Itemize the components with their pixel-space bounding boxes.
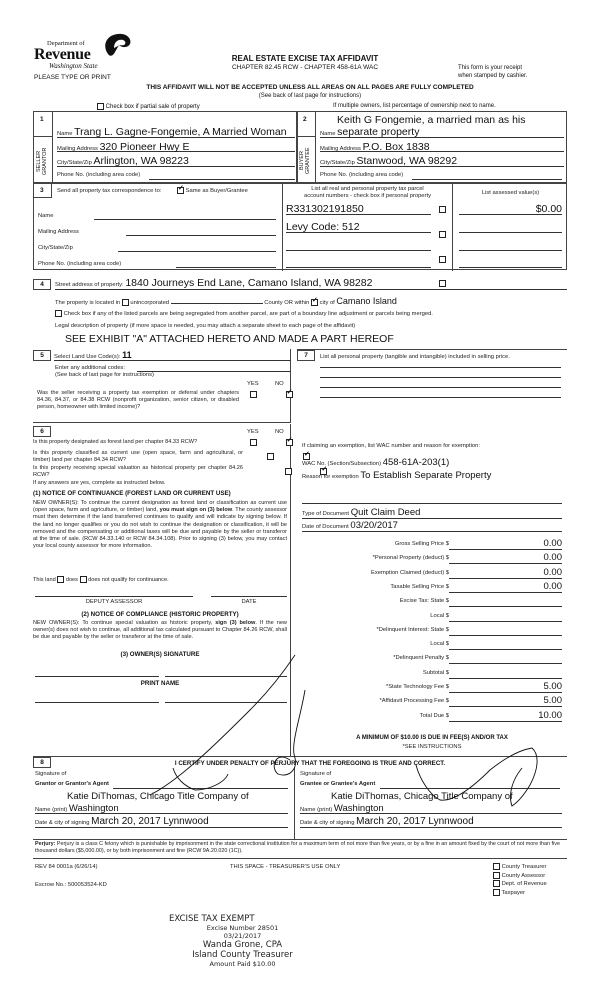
seller-name-label: Name <box>57 131 73 137</box>
correspondence-phone-field[interactable] <box>176 260 276 268</box>
see-back-note: (See back of last page for instructions) <box>258 93 362 99</box>
section-1-number: 1 <box>40 116 44 123</box>
amount-label: Exemption Claimed (deduct) $ <box>371 569 449 576</box>
doc-date-label: Date of Document <box>302 524 349 530</box>
amount-row <box>297 567 567 579</box>
grantor-name-label: Name (print) <box>35 807 68 813</box>
personal-property-line[interactable] <box>320 387 561 388</box>
city-of-label: city of <box>319 300 335 306</box>
stamp-treasurer-title: Island County Treasurer <box>192 950 293 960</box>
county-field[interactable] <box>171 297 263 304</box>
forest-land-yes-checkbox[interactable] <box>250 439 257 446</box>
grantee-agent-label: Grantee or Grantee's Agent <box>300 781 376 787</box>
amount-field[interactable] <box>449 667 562 679</box>
section-4-number: 4 <box>33 279 51 290</box>
assessed-value-field[interactable]: $0.00 <box>459 203 562 215</box>
reason-row <box>302 470 491 481</box>
assessed-value-field[interactable] <box>459 239 562 251</box>
notice-continuance-text: NEW OWNER(S): To continue the current designation as forest land or classification as current use (open space, farm and agriculture, or timber) land, you must sign on (3) below. The county assessor must then determine if the land transferred continues to qualify and will indicate by signing below. If the land no longer qualifies or you do not wish to continue the designation or classification, it will be removed and the compensating or additional taxes will be due and payable by the seller or transferor at the time of sale. (RCW 84.33.140 or RCW 84.34.108). Prior to signing (3) below, you may contact your local county assessor for more information. <box>33 500 287 550</box>
amount-row <box>297 652 567 664</box>
amount-field[interactable] <box>449 595 562 607</box>
parcel-number-field[interactable]: Levy Code: 512 <box>286 221 431 233</box>
grantor-date-label: Date & city of signing <box>35 820 90 826</box>
no-header: NO <box>275 429 284 435</box>
parcel-number-field[interactable] <box>286 256 431 268</box>
personal-property-checkbox[interactable] <box>439 256 446 263</box>
section-7-number: 7 <box>297 350 315 361</box>
buyer-address-field[interactable]: P.O. Box 1838 <box>362 141 430 153</box>
seller-address-label: Mailing Address <box>57 146 98 152</box>
notice-continuance-title: (1) NOTICE OF CONTINUANCE (FOREST LAND OR CURRENT USE) <box>33 490 231 497</box>
escrow-number: Escrow No.: 500053524-KD <box>35 882 107 888</box>
stamp-amount-paid: Amount Paid $10.00 <box>209 960 276 968</box>
doc-type-label: Type of Document <box>302 511 350 517</box>
partial-sale-option[interactable] <box>97 103 200 110</box>
amount-label: Total Due $ <box>419 712 449 719</box>
street-address-row <box>55 277 567 290</box>
yes-header: YES <box>247 429 259 435</box>
copy-dept-revenue[interactable]: Dept. of Revenue <box>493 880 547 889</box>
amount-row <box>297 610 567 622</box>
additional-codes-field[interactable] <box>137 364 291 372</box>
personal-property-line[interactable] <box>320 377 561 378</box>
amount-label: Local $ <box>430 612 449 619</box>
exemption-claim-label: If claiming an exemption, list WAC number and reason for exemption: <box>302 443 480 449</box>
grantee-name-line1[interactable]: Katie DiThomas, Chicago Title Company of <box>331 791 513 802</box>
partial-sale-checkbox[interactable] <box>97 103 104 110</box>
county-treasurer-checkbox[interactable] <box>493 863 500 870</box>
amount-field[interactable] <box>449 624 562 636</box>
land-use-label: Select Land Use Code(s): <box>54 354 121 360</box>
parcel-header: List all real and personal property tax parcel account numbers - check box if personal property <box>304 186 431 199</box>
amount-label: Gross Selling Price $ <box>394 541 449 547</box>
amount-label: *Delinquent Penalty $ <box>393 655 449 662</box>
correspondence-city-label: City/State/Zip <box>38 245 73 251</box>
seller-grantor-label: SELLER GRANTOR <box>36 147 48 175</box>
yes-header: YES <box>247 381 259 387</box>
same-as-buyer-checkbox[interactable] <box>177 187 184 194</box>
parcel-number-field[interactable]: R331302191850 <box>286 203 431 215</box>
amount-row <box>297 538 567 550</box>
segregated-checkbox[interactable] <box>55 310 62 317</box>
section-2-number: 2 <box>303 116 307 123</box>
taxpayer-checkbox[interactable] <box>493 889 500 896</box>
notice-compliance-title: (2) NOTICE OF COMPLIANCE (HISTORIC PROPERTY) <box>81 611 239 618</box>
amount-field[interactable] <box>449 652 562 664</box>
wa-dor-emblem-icon <box>100 32 134 58</box>
minimum-due-note: A MINIMUM OF $10.00 IS DUE IN FEE(S) AND/OR TAX <box>356 735 508 741</box>
seller-city-label: City/State/Zip <box>57 160 92 166</box>
personal-property-checkbox[interactable] <box>439 206 446 213</box>
unincorporated-checkbox[interactable] <box>122 299 129 306</box>
date-label: DATE <box>241 599 257 605</box>
if-yes-note: If any answers are yes, complete as instructed below. <box>33 480 166 486</box>
notice-compliance-text: NEW OWNER(S): To continue special valuation as historic property, sign (3) below. If the new owner(s) does not wish to continue, all additional tax calculated pursuant to Chapter 84.26 RCW, shall be due and payable by the seller or transferor at the time of sale. <box>33 620 287 641</box>
street-address-field[interactable]: 1840 Journeys End Lane, Camano Island, WA 98282 <box>125 277 373 289</box>
segregated-option[interactable] <box>55 310 433 317</box>
doc-type-field[interactable]: Quit Claim Deed <box>350 507 421 518</box>
perjury-certification: I CERTIFY UNDER PENALTY OF PERJURY THAT THE FOREGOING IS TRUE AND CORRECT. <box>174 760 446 767</box>
wac-label: WAC No. (Section/Subsection) <box>302 461 382 467</box>
personal-property-label: List all personal property (tangible and intangible) included in selling price. <box>320 354 510 360</box>
section-5-number: 5 <box>33 350 51 361</box>
county-or-within-label: County OR within <box>264 300 310 306</box>
parcel-number-field[interactable] <box>286 239 431 251</box>
amount-row <box>297 552 567 564</box>
amount-field[interactable]: 5.00 <box>449 681 562 693</box>
grantor-name-row <box>35 803 288 814</box>
buyer-name-field[interactable]: separate property <box>337 126 420 138</box>
amount-label: *State Technology Fee $ <box>385 684 449 690</box>
correspondence-address-label: Mailing Address <box>38 229 79 235</box>
reason-field[interactable]: To Establish Separate Property <box>360 470 492 481</box>
copy-taxpayer[interactable]: Taxpayer <box>493 889 547 898</box>
perjury-notice: Perjury: Perjury is a class C felony which is punishable by imprisonment in the state correctional institution for a maximum term of not more than five years, or by a fine in an amount fixed by the court of not more than five thousand dollars ($5,000.00), or by both imprisonment and fine (RCW 9A.20.020 (1C)). <box>35 841 560 854</box>
located-in-label: The property is located in <box>55 300 121 306</box>
copy-county-treasurer[interactable]: County Treasurer <box>493 863 547 872</box>
current-use-question: Is this property classified as current use (open space, farm and agricultural, or timber) land per chapter 84.34 RCW? <box>33 450 243 464</box>
section-3-tax-correspondence <box>33 183 567 270</box>
signature-scribble-left <box>150 650 310 800</box>
form-subtitle: CHAPTER 82.45 RCW - CHAPTER 458-61A WAC <box>231 64 379 71</box>
print-name-label: PRINT NAME <box>140 680 180 687</box>
legal-description-label: Legal description of property (if more space is needed, you may attach a separate sheet to each page of the affidavit) <box>55 323 356 329</box>
doc-date-row <box>302 520 562 532</box>
city-of-checkbox[interactable] <box>311 299 318 306</box>
wac-row <box>302 457 449 468</box>
county-assessor-checkbox[interactable] <box>493 872 500 879</box>
property-location-row <box>55 296 567 306</box>
signature-scribble-right <box>400 740 540 810</box>
send-correspondence-label: Send all property tax correspondence to: <box>57 188 162 194</box>
does-qualify-checkbox[interactable] <box>57 576 64 583</box>
buyer-phone-field[interactable] <box>412 172 562 180</box>
personal-property-line[interactable] <box>320 397 561 398</box>
grantee-name-label: Name (print) <box>300 807 333 813</box>
section-5-land-use <box>33 349 291 423</box>
form-revision: REV 84 0001a (6/26/14) <box>35 864 98 870</box>
grantee-date-label: Date & city of signing <box>300 820 355 826</box>
amount-label: Taxable Selling Price $ <box>390 583 449 590</box>
multiple-owners-note: If multiple owners, list percentage of ownership next to name. <box>333 103 496 109</box>
amount-field[interactable]: 0.00 <box>449 567 562 579</box>
see-instructions-note: *SEE INSTRUCTIONS <box>402 744 462 750</box>
forest-land-no-checkbox[interactable] <box>286 439 293 446</box>
amount-field[interactable]: 0.00 <box>449 552 562 564</box>
copy-distribution-list <box>493 863 547 897</box>
same-as-buyer-label: Same as Buyer/Grantee <box>185 188 248 195</box>
seller-phone-field[interactable] <box>149 172 295 180</box>
current-use-yes-checkbox[interactable] <box>267 453 274 460</box>
seller-name-field[interactable]: Trang L. Gagne-Fongemie, A Married Woman <box>74 126 287 138</box>
land-use-field[interactable]: 11 <box>122 350 132 360</box>
correspondence-name-field[interactable] <box>94 212 276 220</box>
section-2-buyer <box>296 111 567 183</box>
amount-row <box>297 638 567 650</box>
buyer-city-field[interactable]: Stanwood, WA 98292 <box>356 155 458 167</box>
doc-type-row <box>302 507 562 519</box>
form-title: REAL ESTATE EXCISE TAX AFFIDAVIT <box>231 54 379 63</box>
amount-field[interactable]: 0.00 <box>449 581 562 593</box>
forest-land-question: Is this property designated as forest land per chapter 84.33 RCW? <box>33 439 198 445</box>
amount-field[interactable] <box>449 638 562 650</box>
treasurer-use-only: THIS SPACE - TREASURER'S USE ONLY <box>230 864 341 870</box>
correspondence-name-label: Name <box>38 213 54 219</box>
reason-label: Reason for exemption <box>302 474 359 480</box>
amount-row <box>297 624 567 636</box>
amount-label: *Delinquent Interest: State $ <box>376 626 449 633</box>
buyer-address-label: Mailing Address <box>320 146 361 152</box>
stamp-excise-number: Excise Number 28501 <box>206 924 279 932</box>
copy-county-assessor[interactable]: County Assessor <box>493 872 547 881</box>
unincorporated-label: unincorporated <box>130 300 170 306</box>
treasurer-stamp <box>160 914 325 968</box>
additional-codes-label: Enter any additional codes: <box>55 365 125 371</box>
seller-phone-label: Phone No. (including area code) <box>57 172 141 178</box>
section-8-number: 8 <box>33 757 51 768</box>
grantee-name-field[interactable]: Washington <box>333 803 384 814</box>
same-as-buyer-option[interactable] <box>177 187 248 194</box>
amount-label: Subtotal $ <box>422 669 449 676</box>
does-not-qualify-checkbox[interactable] <box>80 576 87 583</box>
amount-row <box>297 667 567 679</box>
owner-signature-title: (3) OWNER(S) SIGNATURE <box>120 651 200 658</box>
print-name-line[interactable] <box>35 702 159 703</box>
receipt-note-1: This form is your receipt <box>458 65 523 71</box>
grantor-signature-of: Signature of <box>35 771 67 777</box>
partial-sale-label: Check box if partial sale of property <box>105 104 200 111</box>
doc-date-field[interactable]: 03/20/2017 <box>350 520 398 531</box>
assessed-value-field[interactable] <box>459 221 562 233</box>
dept-revenue-checkbox[interactable] <box>493 880 500 887</box>
deputy-assessor-signature-line[interactable] <box>35 596 193 597</box>
historic-yes-checkbox[interactable] <box>285 468 292 475</box>
dor-logo <box>34 36 134 72</box>
continuance-qualify-row: This land does does not qualify for continuance. <box>33 576 169 583</box>
amount-label: *Affidavit Processing Fee $ <box>379 698 449 705</box>
section-3-number: 3 <box>40 187 44 194</box>
assessor-date-line[interactable] <box>211 596 287 597</box>
buyer-grantee-label: BUYER GRANTEE <box>299 147 311 175</box>
amount-row <box>297 710 567 722</box>
street-address-label: Street address of property: <box>55 282 124 288</box>
historic-property-question: Is this property receiving special valuation as historical property per chapter 84.26 RCW? <box>33 465 243 479</box>
assessed-header: List assessed value(s) <box>481 190 540 196</box>
receipt-note-2: when stamped by cashier. <box>458 73 528 79</box>
amount-row <box>297 681 567 693</box>
assessed-value-field[interactable] <box>459 256 562 268</box>
personal-property-checkbox[interactable] <box>439 231 446 238</box>
completion-warning: THIS AFFIDAVIT WILL NOT BE ACCEPTED UNLESS ALL AREAS ON ALL PAGES ARE FULLY COMPLETED <box>146 84 474 91</box>
amount-field[interactable]: 10.00 <box>449 710 562 722</box>
grantee-date-field[interactable]: March 20, 2017 Lynnwood <box>356 816 474 827</box>
exemption-question: Was the seller receiving a property tax exemption or deferral under chapters 84.36, 84.37, or 84.38 RCW (nonprofit organization, senior citizen, or disabled person, homeowner with limited income)? <box>37 390 239 410</box>
amount-label: Local $ <box>430 641 449 648</box>
stamp-exempt: EXCISE TAX EXEMPT <box>169 914 255 924</box>
correspondence-address-field[interactable] <box>126 228 276 236</box>
correspondence-city-field[interactable] <box>118 244 276 252</box>
legal-description-field[interactable]: SEE EXHIBIT "A" ATTACHED HERETO AND MADE A PART HEREOF <box>65 333 394 345</box>
additional-codes-note: (See back of last page for instructions) <box>55 372 154 378</box>
please-print: PLEASE TYPE OR PRINT <box>34 74 111 81</box>
seller-address-field[interactable]: 320 Pioneer Hwy E <box>99 141 190 153</box>
personal-property-line[interactable] <box>320 367 561 368</box>
buyer-city-label: City/State/Zip <box>320 160 355 166</box>
section-1-seller <box>33 111 298 183</box>
owner-signature-line[interactable] <box>35 676 159 677</box>
amount-label: Excise Tax: State $ <box>399 598 449 605</box>
logo-dept-text: Department of <box>47 40 85 47</box>
correspondence-phone-label: Phone No. (including area code) <box>38 261 122 267</box>
city-field[interactable]: Camano Island <box>336 296 397 306</box>
logo-state-text: Washington State <box>49 62 98 70</box>
seller-city-field[interactable]: Arlington, WA 98223 <box>93 155 189 167</box>
buyer-phone-label: Phone No. (including area code) <box>320 172 404 178</box>
grantee-date-row <box>300 816 562 828</box>
logo-revenue-text: Revenue <box>34 46 91 63</box>
amount-field[interactable]: 0.00 <box>449 538 562 550</box>
stamp-treasurer-name: Wanda Grone, CPA <box>202 940 283 950</box>
amount-row <box>297 581 567 593</box>
stamp-date: 03/21/2017 <box>223 932 262 940</box>
grantor-agent-label: Grantor or Grantor's Agent <box>35 781 109 787</box>
exemption-no-checkbox[interactable] <box>286 391 293 398</box>
wac-field[interactable]: 458-61A-203(1) <box>382 457 450 468</box>
grantee-signature-of: Signature of <box>300 771 332 777</box>
buyer-name-label: Name <box>320 131 336 137</box>
amount-row <box>297 695 567 707</box>
amount-label: *Personal Property (deduct) $ <box>372 555 449 562</box>
amount-row <box>297 595 567 607</box>
no-header: NO <box>275 381 284 387</box>
buyer-name-line1[interactable]: Keith G Fongemie, a married man as his <box>337 114 526 126</box>
grantor-name-field[interactable]: Washington <box>68 803 119 814</box>
section-6-number: 6 <box>33 426 51 437</box>
deputy-assessor-label: DEPUTY ASSESSOR <box>85 599 143 605</box>
exemption-yes-checkbox[interactable] <box>250 391 257 398</box>
amount-field[interactable] <box>449 610 562 622</box>
grantor-name-line1[interactable]: Katie DiThomas, Chicago Title Company of <box>67 791 249 802</box>
amount-field[interactable]: 5.00 <box>449 695 562 707</box>
segregated-label: Check box if any of the listed parcels are being segregated from another parcel, are part of a boundary line adjustment or parcels being merged. <box>63 311 433 318</box>
grantor-date-row <box>35 816 288 828</box>
grantor-date-field[interactable]: March 20, 2017 Lynnwood <box>91 816 209 827</box>
